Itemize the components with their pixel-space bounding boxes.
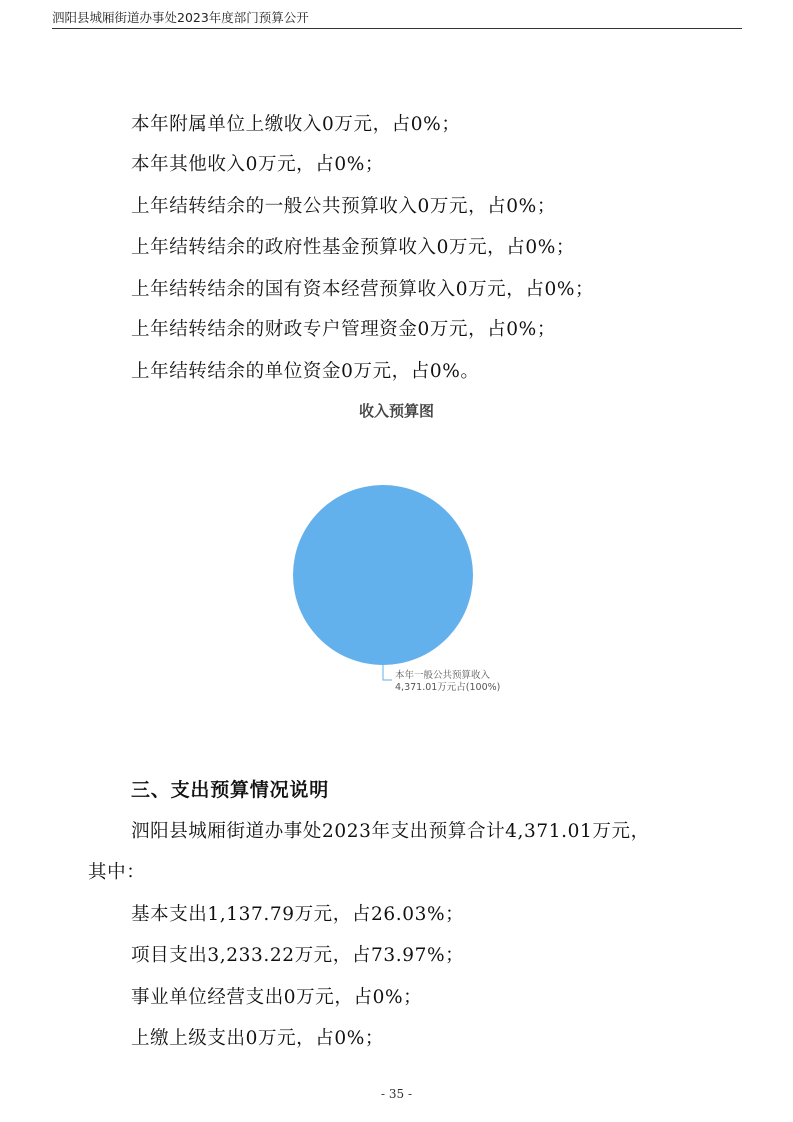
expense-line-superior: 上缴上级支出0万元，占0%；	[131, 1028, 385, 1049]
section-heading: 三、支出预算情况说明	[131, 779, 330, 801]
expense-intro-continuation: 其中：	[88, 862, 146, 883]
expense-line-operating: 事业单位经营支出0万元，占0%；	[131, 987, 423, 1008]
income-pie-chart	[270, 470, 530, 700]
pie-label-leader-line	[383, 665, 392, 680]
income-line-carryover-fiscal-account: 上年结转结余的财政专户管理资金0万元，占0%；	[131, 319, 556, 340]
header-rule	[52, 28, 742, 29]
pie-label-name: 本年一般公共预算收入	[395, 670, 491, 681]
income-line-other: 本年其他收入0万元，占0%；	[131, 154, 385, 175]
page-number: - 35 -	[380, 1087, 412, 1101]
income-line-carryover-state-capital: 上年结转结余的国有资本经营预算收入0万元，占0%；	[131, 279, 595, 300]
document-header: 泗阳县城厢街道办事处2023年度部门预算公开	[52, 10, 309, 25]
income-line-carryover-general: 上年结转结余的一般公共预算收入0万元，占0%；	[131, 196, 556, 217]
pie-label-value: 4,371.01万元占(100%)	[395, 682, 501, 693]
income-line-attached-units: 本年附属单位上缴收入0万元，占0%；	[131, 114, 461, 135]
expense-line-basic: 基本支出1,137.79万元，占26.03%；	[131, 904, 465, 925]
pie-slice-0	[293, 485, 473, 665]
income-line-carryover-unit-funds: 上年结转结余的单位资金0万元，占0%。	[131, 361, 480, 382]
income-line-carryover-fund: 上年结转结余的政府性基金预算收入0万元，占0%；	[131, 237, 576, 258]
expense-line-project: 项目支出3,233.22万元，占73.97%；	[131, 945, 465, 966]
chart-title: 收入预算图	[358, 402, 434, 420]
expense-intro-line: 泗阳县城厢街道办事处2023年支出预算合计4,371.01万元，	[131, 821, 650, 842]
